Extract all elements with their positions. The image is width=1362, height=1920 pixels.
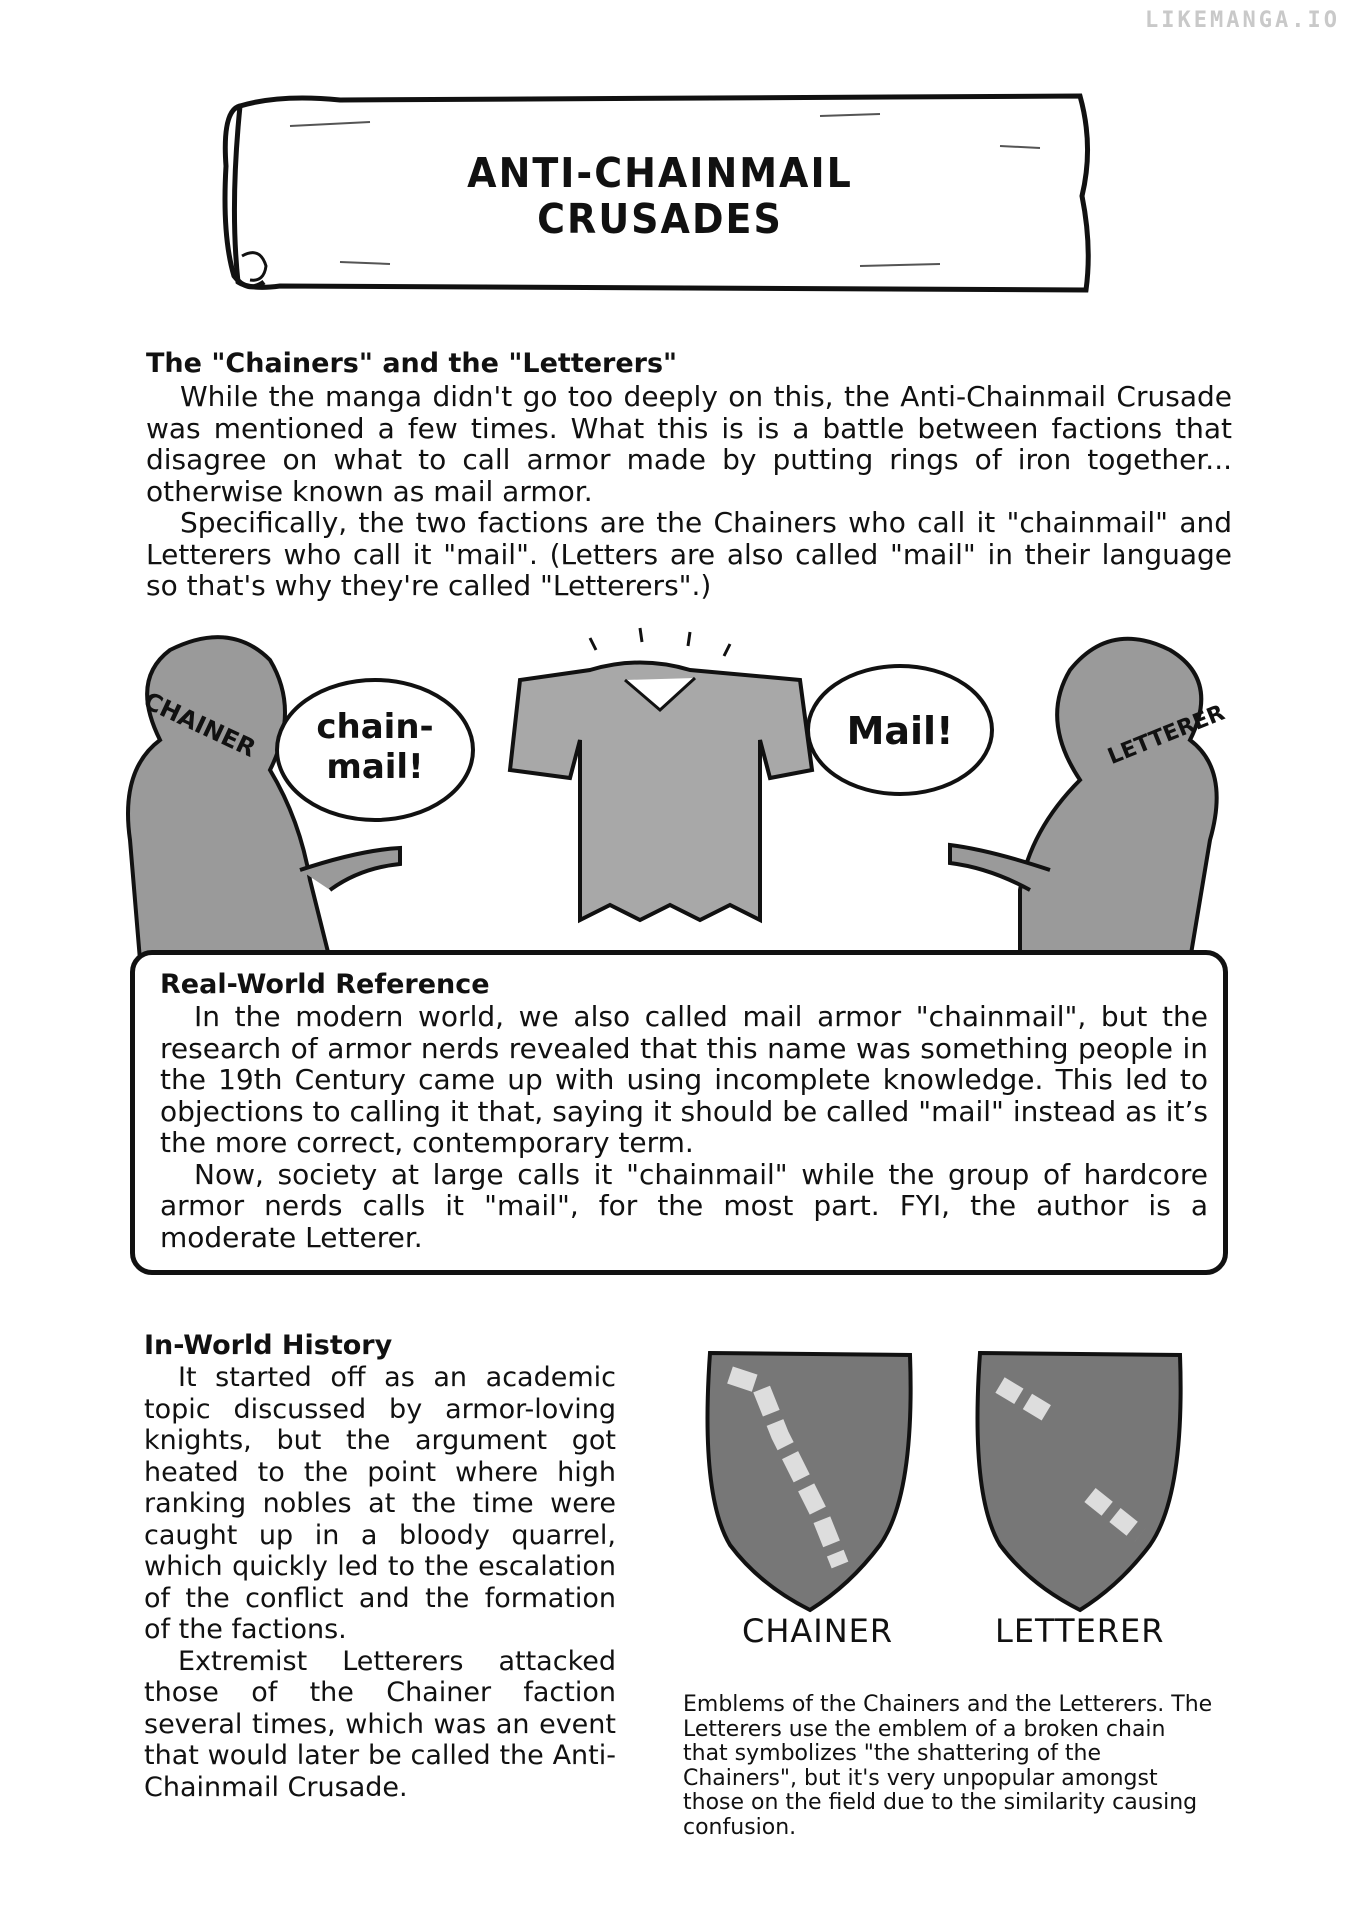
paragraph: In the modern world, we also called mail armor "chainmail", but the research of armor nerds revealed that this name was something people in the 19th Century came up with using incomplete knowledge. This led to objections to calling it that, saying it should be called "mail" instead as it’s the more correct, contemporary term.	[160, 1000, 1208, 1159]
letterer-speech: Mail!	[846, 709, 954, 753]
section-heading-in-world: In-World History	[144, 1330, 393, 1361]
letterer-shield-icon	[978, 1353, 1181, 1610]
section-body-in-world	[144, 1362, 616, 1803]
banner-title-line2: CRUSADES	[537, 195, 783, 243]
emblems-caption: Emblems of the Chainers and the Letterers. The Letterers use the emblem of a broken chain that symbolizes "the shattering of the Chainers", but it's very unpopular amongst those on the field due to the similarity causing confusion.	[683, 1692, 1213, 1840]
emblems-graphic	[690, 1345, 1230, 1615]
title-banner	[220, 86, 1100, 300]
chainer-label: CHAINER	[139, 686, 261, 763]
letterer-figure	[950, 639, 1217, 960]
emblem-label-letterer: LETTERER	[995, 1612, 1165, 1650]
watermark: LIKEMANGA.IO	[1145, 8, 1340, 33]
chainer-speech-line1: chain-	[316, 707, 434, 747]
paragraph: It started off as an academic topic discussed by armor-loving knights, but the argument got heated to the point where high ranking nobles at the time were caught up in a bloody quarrel, which quickly led to the escalation of the conflict and the formation of the factions.	[144, 1362, 616, 1645]
section-body-chainers-letterers	[146, 381, 1232, 602]
banner-title-line1: ANTI-CHAINMAIL	[467, 149, 853, 197]
mail-shirt-icon	[510, 628, 812, 920]
letterer-label: LETTERER	[1104, 700, 1229, 770]
section-body-real-world	[160, 1001, 1208, 1253]
paragraph: While the manga didn't go too deeply on this, the Anti-Chainmail Crusade was mentioned a few times. What this is is a battle between factions that disagree on what to call armor made by putting rings of iron together... otherwise known as mail armor.	[146, 380, 1232, 508]
section-heading-real-world: Real-World Reference	[160, 969, 490, 1000]
paragraph: Specifically, the two factions are the Chainers who call it "chainmail" and Letterers who call it "mail". (Letters are also called "mail" in their language so that's why they're called "Letterers".)	[146, 506, 1232, 602]
paragraph: Now, society at large calls it "chainmail" while the group of hardcore armor nerds calls it "mail", for the most part. FYI, the author is a moderate Letterer.	[160, 1157, 1208, 1254]
factions-illustration	[0, 620, 1362, 960]
paragraph: Extremist Letterers attacked those of the Chainer faction several times, which was an event that would later be called the Anti-Chainmail Crusade.	[144, 1645, 616, 1803]
section-heading-chainers-letterers: The "Chainers" and the "Letterers"	[146, 348, 678, 379]
chainer-shield-icon	[708, 1353, 911, 1610]
chainer-speech-line2: mail!	[326, 747, 424, 787]
emblem-label-chainer: CHAINER	[742, 1612, 894, 1650]
banner-title	[220, 150, 1100, 242]
